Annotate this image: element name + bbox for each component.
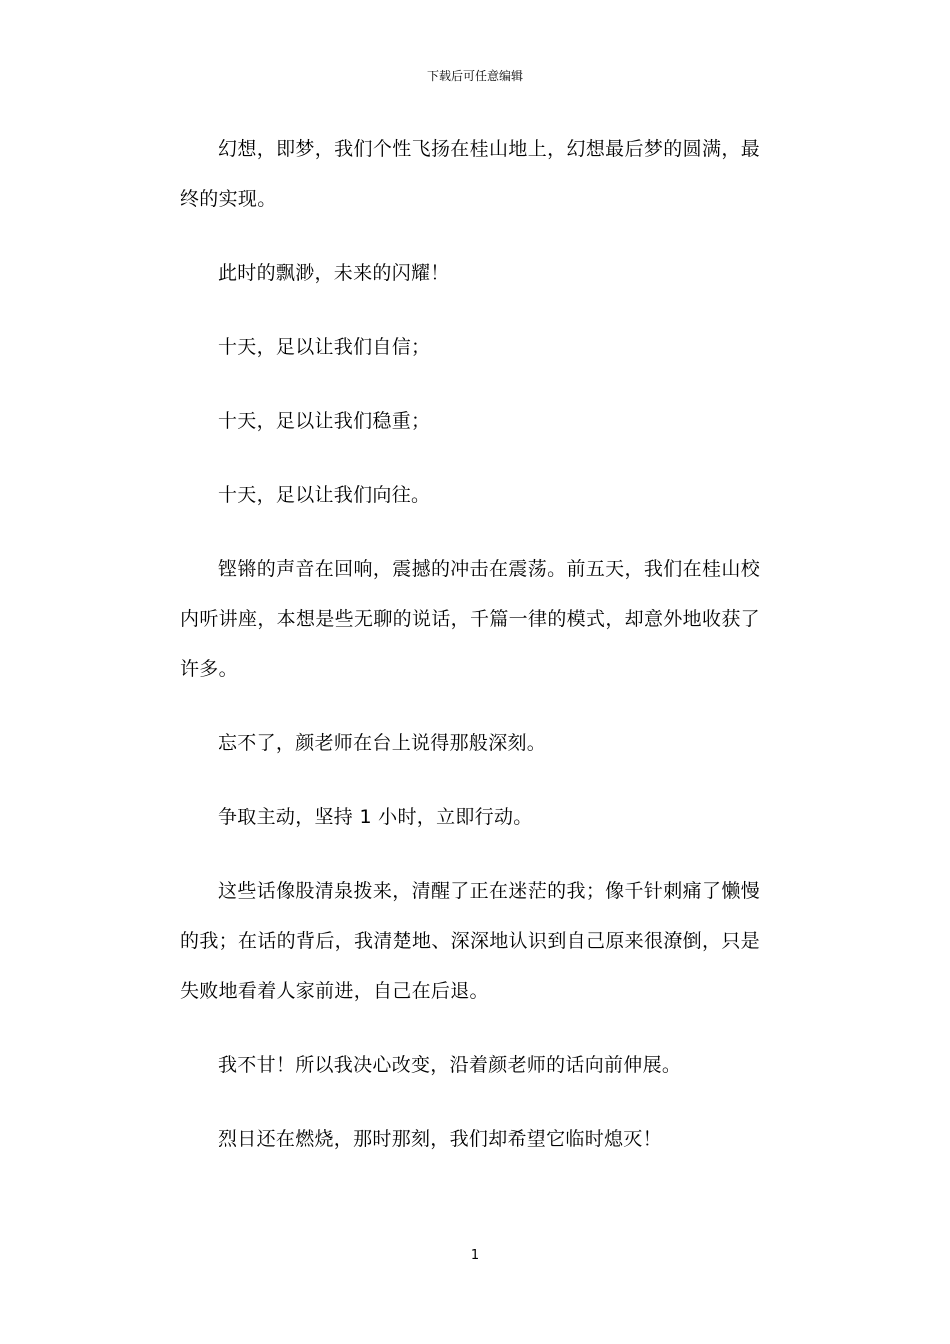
paragraph: 这些话像股清泉拨来，清醒了正在迷茫的我；像千针刺痛了懒慢的我；在话的背后，我清楚地、深深地认识到自己原来很潦倒，只是失败地看着人家前进，自己在后退。 (180, 880, 760, 1002)
paragraph: 争取主动，坚持 1 小时，立即行动。 (218, 806, 533, 828)
paragraph: 烈日还在燃烧，那时那刻，我们却希望它临时熄灭！ (218, 1128, 662, 1150)
paragraph: 此时的飘渺，未来的闪耀！ (218, 262, 450, 284)
paragraph: 十天，足以让我们向往。 (218, 484, 431, 506)
paragraph: 忘不了，颜老师在台上说得那般深刻。 (218, 732, 547, 754)
paragraph: 我不甘！所以我决心改变，沿着颜老师的话向前伸展。 (218, 1054, 682, 1076)
paragraph: 铿锵的声音在回响，震撼的冲击在震荡。前五天，我们在桂山校内听讲座，本想是些无聊的说话，千篇一律的模式，却意外地收获了许多。 (180, 558, 760, 680)
page-number: 1 (470, 1248, 480, 1263)
paragraph: 幻想，即梦，我们个性飞扬在桂山地上，幻想最后梦的圆满，最终的实现。 (180, 138, 760, 210)
page-header-note: 下载后可任意编辑 (426, 69, 523, 83)
paragraph: 十天，足以让我们自信； (218, 336, 431, 358)
document-body (180, 124, 760, 1188)
paragraph: 十天，足以让我们稳重； (218, 410, 431, 432)
